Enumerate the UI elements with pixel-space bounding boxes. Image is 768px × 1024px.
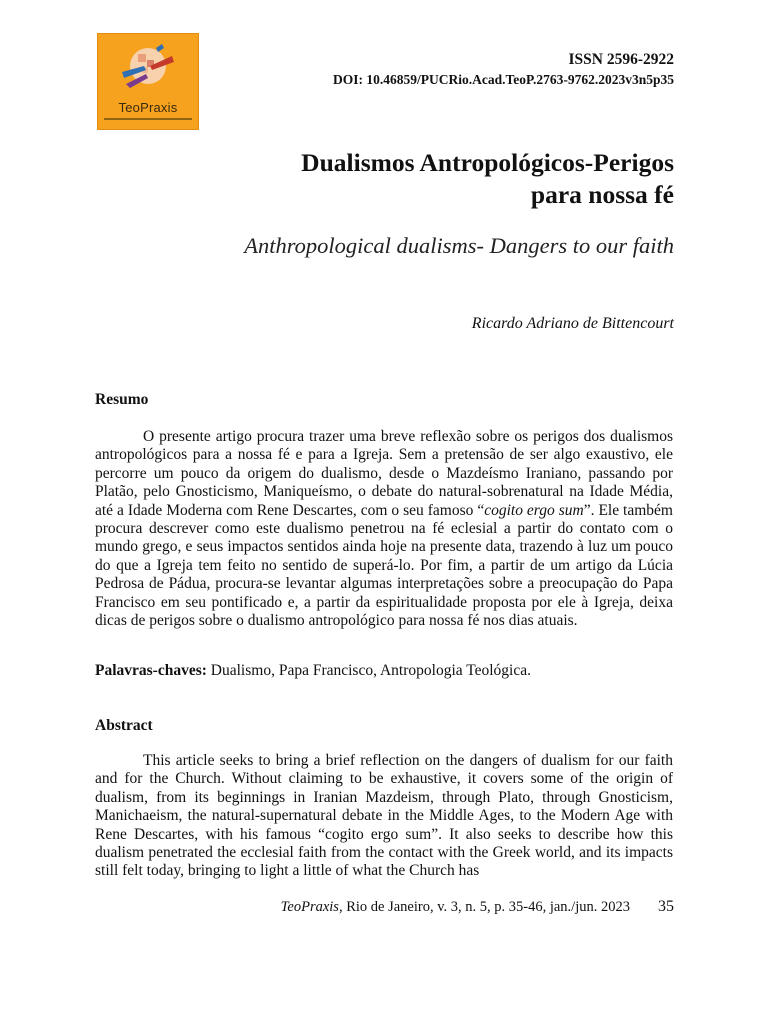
- abstract-paragraph: This article seeks to bring a brief reflection on the dangers of dualism for our faith and for the Church. Without claiming to be exhaustive, it covers some of the origin of dualism, from its beginnings in Iranian Mazdeism, through Plato, through Gnosticism, Manichaeism, the natural-supernatural debate in the Middle Ages, to the Modern Age with Rene Descartes, with his famous “cogito ergo sum”. It also seeks to describe how this dualism penetrated the ecclesial faith from the contact with the Greek world, and its impacts still felt today, bringing to light a little of what the Church has: [95, 752, 673, 880]
- logo-wordmark: TeoPraxis: [118, 100, 178, 115]
- title-line-1: Dualismos Antropológicos-Perigos: [301, 148, 674, 177]
- resumo-italic-phrase: cogito ergo sum: [484, 501, 584, 519]
- hands-emblem-icon: [116, 40, 180, 100]
- abstract-heading: Abstract: [95, 717, 153, 734]
- author-name: Ricardo Adriano de Bittencourt: [471, 315, 674, 332]
- keywords-value: Dualismo, Papa Francisco, Antropologia Teológica.: [206, 662, 531, 679]
- resumo-text-2: ”. Ele também procura descrever como este dualismo penetrou na fé eclesial a partir do contato com o mundo grego, e seus impactos sentidos ainda hoje na presente data, trazendo à luz um pouco do que a Igreja tem feito no sentido de superá-lo. Por fim, a partir de um artigo da Lúcia Pedrosa de Pádua, procura-se levantar algumas interpretações sobre a preocupação do Papa Francisco em seu pontificado e, a partir da espiritualidade proposta por ele à Igreja, deixa dicas de perigos sobre o dualismo antropológico para nossa fé nos dias atuais.: [95, 501, 673, 630]
- page-number: 35: [658, 898, 674, 915]
- resumo-paragraph: [95, 428, 673, 630]
- journal-logo: [97, 33, 199, 130]
- logo-tagline-bar: [104, 118, 192, 120]
- doi-link[interactable]: DOI: 10.46859/PUCRio.Acad.TeoP.2763-9762.2023v3n5p35: [332, 72, 674, 87]
- article-title: [154, 147, 674, 211]
- footer-citation-text: , Rio de Janeiro, v. 3, n. 5, p. 35-46, jan./jun. 2023: [338, 899, 630, 915]
- resumo-heading: Resumo: [95, 391, 149, 408]
- footer-journal-name: TeoPraxis: [280, 899, 339, 915]
- title-line-2: para nossa fé: [530, 180, 674, 209]
- keywords-label: Palavras-chaves:: [95, 662, 207, 679]
- footer-citation: [281, 899, 630, 916]
- resumo-text-1: O presente artigo procura trazer uma breve reflexão sobre os perigos dos dualismos antropológicos para a nossa fé e para a Igreja. Sem a pretensão de ser algo exaustivo, ele percorre um pouco da origem do dualismo, desde o Mazdeísmo Iraniano, passando por Platão, pelo Gnosticismo, Maniqueísmo, o debate do natural-sobrenatural na Idade Média, até a Idade Moderna com Rene Descartes, com o seu famoso “: [95, 428, 673, 519]
- keywords-line: [95, 662, 531, 680]
- article-subtitle: Anthropological dualisms- Dangers to our faith: [244, 233, 674, 258]
- issn-label: ISSN 2596-2922: [568, 51, 674, 68]
